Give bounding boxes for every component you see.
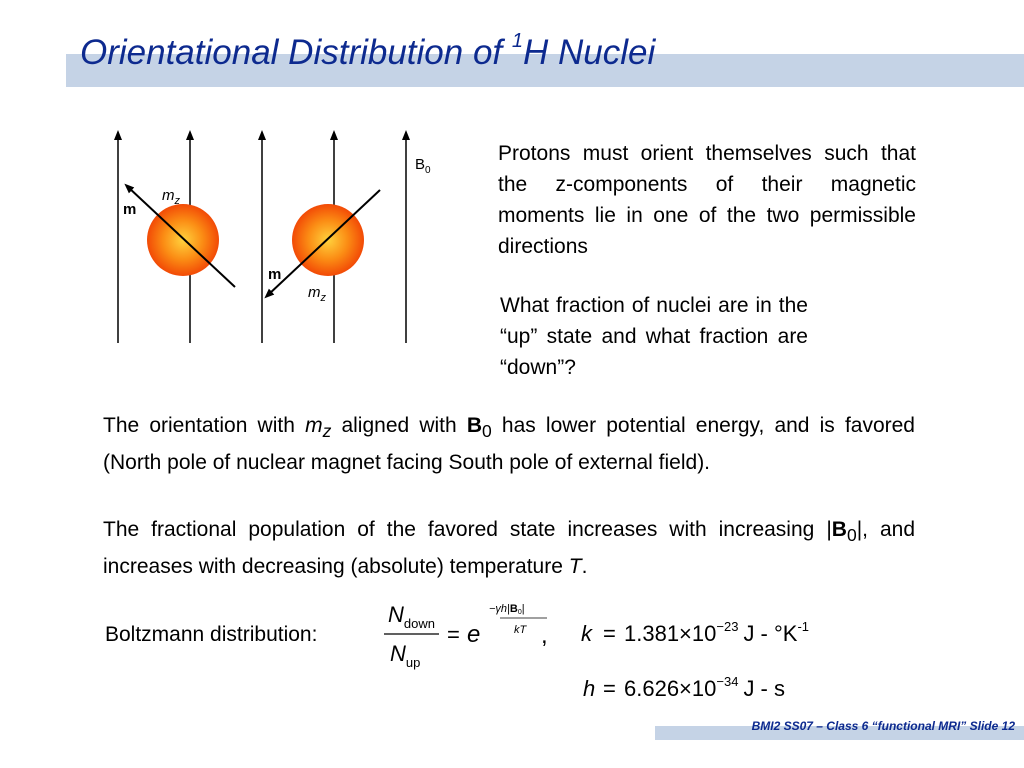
slide-title: Orientational Distribution of $^1$H Nuclei xyxy=(80,30,656,72)
denominator: $N_{up}$ xyxy=(390,641,421,670)
h-equals: = xyxy=(603,676,616,701)
formula-label: Boltzmann distribution: xyxy=(105,623,318,646)
orientation-explanation: Protons must orient themselves such that the z-components of their magnetic moments lie in one of the two permissible directions xyxy=(498,142,916,258)
comma: , xyxy=(541,622,548,649)
b0-label: $B_0$ xyxy=(415,156,431,176)
slide-footer: BMI2 SS07 – Class 6 “functional MRI” Slide 12 xyxy=(751,719,1015,733)
exponent-numerator: −γh|B0| xyxy=(489,603,525,616)
lower-energy-paragraph: The orientation with $m_z$ aligned with $B_0$ has lower potential energy, and is favored (North pole of nuclear magnet facing South pole of external field). xyxy=(103,414,915,475)
proton-orientation-diagram xyxy=(100,125,450,350)
h-value: $6.626\times 10^{-34}$ J - s xyxy=(624,674,785,701)
h-symbol: h xyxy=(583,676,596,701)
m-label-up: m xyxy=(123,201,137,218)
exponent-denominator: kT xyxy=(514,624,527,636)
k-value: $1.381\times 10^{-23}$ J - $^\circ K^{-1}$ xyxy=(624,619,810,646)
euler-e: e xyxy=(467,621,481,648)
boltzmann-formula xyxy=(105,598,845,708)
numerator: $N_{down}$ xyxy=(388,602,435,631)
mz-label-up: $m_z$ xyxy=(162,187,180,207)
fraction-question: What fraction of nuclei are in the “up” state and what fraction are “down”? xyxy=(500,294,808,379)
mz-label-down: $m_z$ xyxy=(308,284,326,304)
population-paragraph: The fractional population of the favored state increases with increasing $|B_0|$, and increases with decreasing (absolute) temperature T. xyxy=(103,518,915,579)
m-label-down: m xyxy=(268,266,282,283)
equals-sign: = xyxy=(447,622,460,647)
k-equals: = xyxy=(603,621,616,646)
k-symbol: k xyxy=(581,621,592,646)
